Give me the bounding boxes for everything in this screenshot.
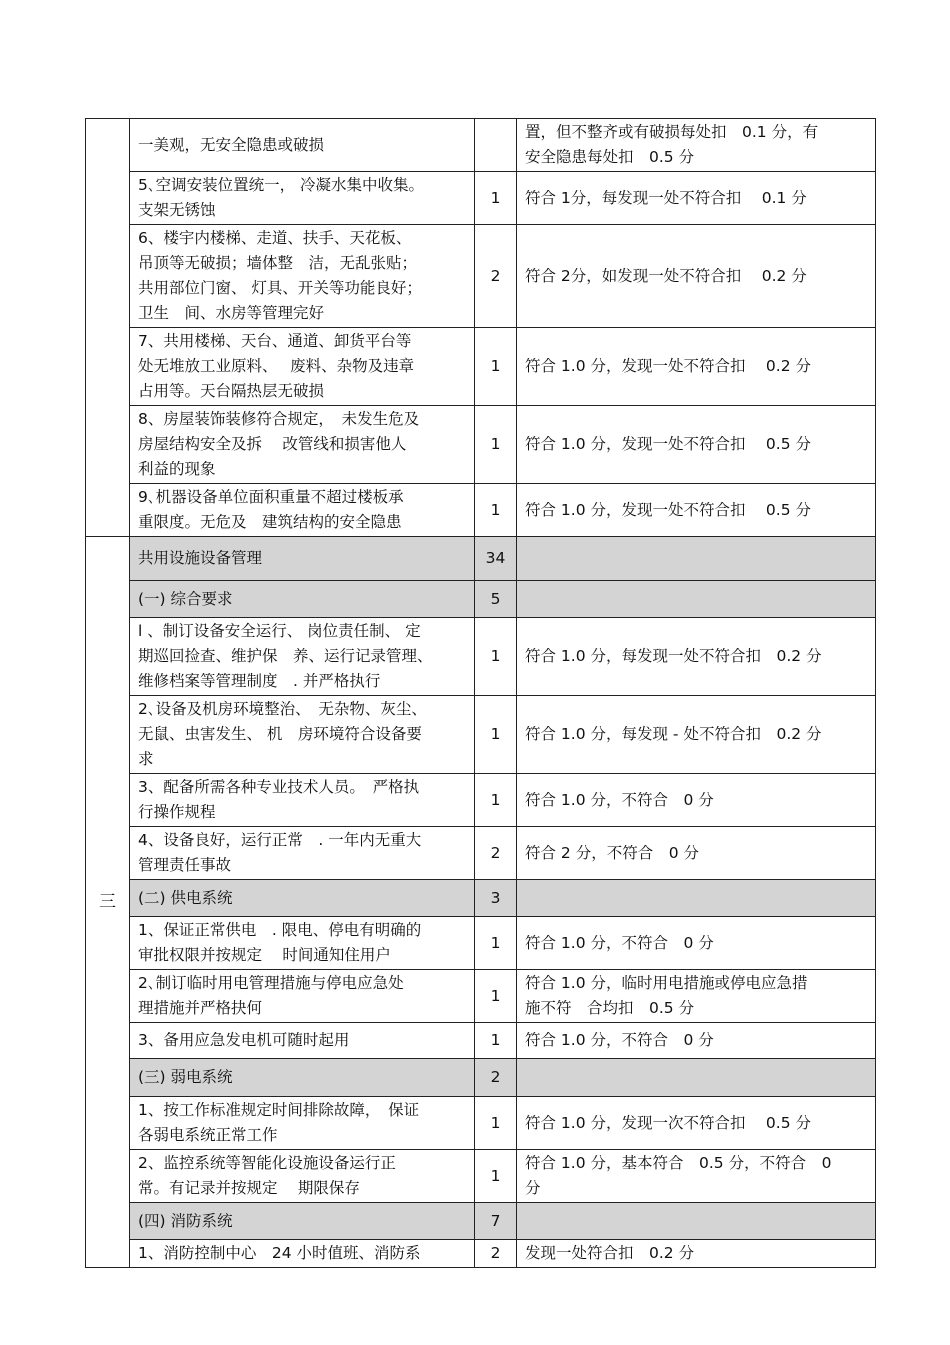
- scoring-standard-cell: [517, 970, 876, 1023]
- text-line: 置，但不整齐或有破损每处扣 0.1 分，有: [525, 123, 819, 141]
- points-cell: 34: [475, 537, 517, 581]
- text-line: 3、配备所需各种专业技术人员。 严格执: [138, 778, 420, 796]
- criterion-row: [86, 1097, 876, 1150]
- text-line: 符合 1.0 分，临时用电措施或停电应急措: [525, 974, 808, 992]
- points-cell: 1: [475, 1150, 517, 1203]
- category-header-row: [86, 1059, 876, 1097]
- section-number-cell: [86, 119, 130, 537]
- text-line: 符合 1.0 分，基本符合 0.5 分，不符合 0: [525, 1154, 832, 1172]
- points-cell: 1: [475, 1097, 517, 1150]
- criterion-row: [86, 917, 876, 970]
- item-requirement-cell: [130, 581, 475, 618]
- text-line: 吊顶等无破损；墙体整 洁，无乱张贴；: [138, 254, 418, 272]
- item-requirement-cell: [130, 774, 475, 827]
- text-line: (二) 供电系统: [138, 888, 233, 907]
- item-requirement-cell: [130, 970, 475, 1023]
- scoring-standard-cell: [517, 581, 876, 618]
- text-line: 安全隐患每处扣 0.5 分: [525, 148, 695, 166]
- text-line: 卫生 间、水房等管理完好: [138, 304, 325, 322]
- criterion-row: [86, 618, 876, 696]
- criterion-row: [86, 696, 876, 774]
- category-header-row: [86, 581, 876, 618]
- item-requirement-cell: [130, 827, 475, 880]
- text-line: 符合 1.0 分，发现一次不符合扣 0.5 分: [525, 1113, 812, 1132]
- scoring-standard-cell: [517, 225, 876, 328]
- points-cell: 7: [475, 1203, 517, 1240]
- points-cell: 3: [475, 880, 517, 917]
- points-cell: 1: [475, 328, 517, 406]
- item-requirement-cell: [130, 1203, 475, 1240]
- points-cell: 1: [475, 774, 517, 827]
- points-cell: 1: [475, 172, 517, 225]
- text-line: (一) 综合要求: [138, 589, 233, 608]
- text-line: 各弱电系统正常工作: [138, 1126, 278, 1144]
- text-line: 7、共用楼梯、天台、通道、卸货平台等: [138, 332, 412, 350]
- points-cell: 1: [475, 1023, 517, 1059]
- points-cell: 2: [475, 1059, 517, 1097]
- text-line: 共用部位门窗、 灯具、开关等功能良好；: [138, 279, 422, 297]
- text-line: (三) 弱电系统: [138, 1068, 233, 1086]
- points-cell: 1: [475, 917, 517, 970]
- text-line: 8、房屋装饰装修符合规定， 未发生危及: [138, 410, 420, 428]
- item-requirement-cell: [130, 225, 475, 328]
- scoring-standard-cell: [517, 484, 876, 537]
- score-table: [85, 118, 876, 1268]
- text-line: 支架无锈蚀: [138, 201, 216, 219]
- text-line: 常。有记录并按规定 期限保存: [138, 1179, 360, 1197]
- text-line: 利益的现象: [138, 460, 216, 478]
- criterion-row: [86, 1023, 876, 1059]
- criterion-row: [86, 406, 876, 484]
- text-line: 符合 1.0 分，每发现 - 处不符合扣 0.2 分: [525, 725, 822, 743]
- text-line: 符合 1.0 分，发现一处不符合扣 0.5 分: [525, 435, 812, 453]
- scoring-standard-cell: [517, 1150, 876, 1203]
- text-line: 房屋结构安全及拆 改管线和损害他人: [138, 435, 407, 453]
- text-line: 5､空调安装位置统一， 冷凝水集中收集。: [138, 176, 425, 194]
- text-line: 分: [525, 1179, 541, 1197]
- scoring-standard-cell: [517, 1097, 876, 1150]
- text-line: 期巡回捡查、维护保 养、运行记录管理、: [138, 647, 433, 665]
- scoring-standard-cell: [517, 774, 876, 827]
- points-cell: 2: [475, 1240, 517, 1268]
- category-header-row: [86, 1203, 876, 1240]
- text-line: 符合 1.0 分，不符合 0 分: [525, 1031, 714, 1049]
- text-line: 一美观，无安全隐患或破损: [138, 135, 325, 154]
- text-line: 4、设备良好，运行正常 . 一年内无重大: [138, 831, 422, 849]
- scoring-standard-cell: [517, 172, 876, 225]
- scoring-standard-cell: [517, 119, 876, 172]
- text-line: 符合 1分，每发现一处不符合扣 0.1 分: [525, 188, 807, 207]
- points-cell: 2: [475, 225, 517, 328]
- item-requirement-cell: [130, 1023, 475, 1059]
- text-line: 维修档案等管理制度 . 并严格执行: [138, 672, 381, 690]
- item-requirement-cell: [130, 1150, 475, 1203]
- text-line: 2､制订临时用电管理措施与停电应急处: [138, 974, 404, 992]
- criterion-row: [86, 774, 876, 827]
- criterion-row: [86, 1150, 876, 1203]
- scoring-standard-cell: [517, 917, 876, 970]
- text-line: 符合 1.0 分，不符合 0 分: [525, 933, 714, 952]
- criterion-row: [86, 1240, 876, 1268]
- criterion-row: [86, 225, 876, 328]
- text-line: 施不符 合均扣 0.5 分: [525, 999, 695, 1017]
- text-line: 3、备用应急发电机可随时起用: [138, 1031, 350, 1049]
- text-line: 处无堆放工业原料、 废料、杂物及违章: [138, 357, 415, 375]
- points-cell: 2: [475, 827, 517, 880]
- item-requirement-cell: [130, 1059, 475, 1097]
- scoring-standard-cell: [517, 537, 876, 581]
- scoring-standard-cell: [517, 696, 876, 774]
- text-line: 1、保证正常供电 . 限电、停电有明确的: [138, 921, 422, 939]
- text-line: 6、楼宇内楼梯、走道、扶手、天花板、: [138, 229, 412, 247]
- section-number-cell: 三: [86, 537, 130, 1268]
- item-requirement-cell: [130, 1097, 475, 1150]
- text-line: 2､设备及机房环境整治、 无杂物、灰尘、: [138, 700, 427, 718]
- scoring-standard-cell: [517, 827, 876, 880]
- text-line: 2、监控系统等智能化设施设备运行正: [138, 1154, 396, 1172]
- text-line: 占用等。天台隔热层无破损: [138, 382, 325, 400]
- scoring-standard-cell: [517, 880, 876, 917]
- item-requirement-cell: [130, 537, 475, 581]
- points-cell: 1: [475, 970, 517, 1023]
- text-line: 符合 2 分，不符合 0 分: [525, 843, 700, 862]
- points-cell: 1: [475, 484, 517, 537]
- text-line: 发现一处符合扣 0.2 分: [525, 1244, 695, 1262]
- text-line: 求: [138, 750, 154, 768]
- text-line: 理措施并严格抉何: [138, 999, 263, 1017]
- text-line: 行操作规程: [138, 803, 216, 821]
- points-cell: 5: [475, 581, 517, 618]
- item-requirement-cell: [130, 618, 475, 696]
- scoring-standard-cell: [517, 328, 876, 406]
- text-line: 符合 1.0 分，不符合 0 分: [525, 790, 714, 809]
- item-requirement-cell: [130, 917, 475, 970]
- item-requirement-cell: [130, 119, 475, 172]
- text-line: 管理责任事故: [138, 856, 232, 874]
- scoring-standard-cell: [517, 1240, 876, 1268]
- item-requirement-cell: [130, 328, 475, 406]
- points-cell: 1: [475, 406, 517, 484]
- criterion-row: [86, 328, 876, 406]
- points-cell: 1: [475, 618, 517, 696]
- item-requirement-cell: [130, 484, 475, 537]
- scoring-standard-cell: [517, 618, 876, 696]
- text-line: 共用设施设备管理: [138, 549, 263, 567]
- text-line: 无鼠、虫害发生、 机 房环境符合设备要: [138, 725, 422, 743]
- item-requirement-cell: [130, 696, 475, 774]
- criterion-row: [86, 484, 876, 537]
- scoring-standard-cell: [517, 1059, 876, 1097]
- text-line: 符合 1.0 分，发现一处不符合扣 0.5 分: [525, 500, 812, 519]
- scoring-standard-cell: [517, 406, 876, 484]
- text-line: 符合 2分，如发现一处不符合扣 0.2 分: [525, 266, 807, 285]
- text-line: 1、消防控制中心 24 小时值班、消防系: [138, 1244, 421, 1262]
- text-line: 审批权限并按规定 时间通知住用户: [138, 946, 391, 964]
- category-header-row: [86, 880, 876, 917]
- scoring-standard-cell: [517, 1203, 876, 1240]
- points-cell: 1: [475, 696, 517, 774]
- criterion-row: [86, 172, 876, 225]
- criterion-row: [86, 119, 876, 172]
- item-requirement-cell: [130, 1240, 475, 1268]
- criterion-row: [86, 970, 876, 1023]
- text-line: 符合 1.0 分，每发现一处不符合扣 0.2 分: [525, 647, 822, 665]
- category-header-row: [86, 537, 876, 581]
- points-cell: [475, 119, 517, 172]
- text-line: (四) 消防系统: [138, 1211, 233, 1230]
- criterion-row: [86, 827, 876, 880]
- item-requirement-cell: [130, 880, 475, 917]
- text-line: 重限度。无危及 建筑结构的安全隐患: [138, 513, 402, 531]
- text-line: 9､机器设备单位面积重量不超过楼板承: [138, 488, 404, 506]
- scoring-standard-cell: [517, 1023, 876, 1059]
- text-line: l 、制订设备安全运行、 岗位责任制、 定: [138, 622, 421, 640]
- item-requirement-cell: [130, 406, 475, 484]
- text-line: 符合 1.0 分，发现一处不符合扣 0.2 分: [525, 357, 812, 375]
- text-line: 1、按工作标准规定时间排除故障， 保证: [138, 1101, 420, 1119]
- item-requirement-cell: [130, 172, 475, 225]
